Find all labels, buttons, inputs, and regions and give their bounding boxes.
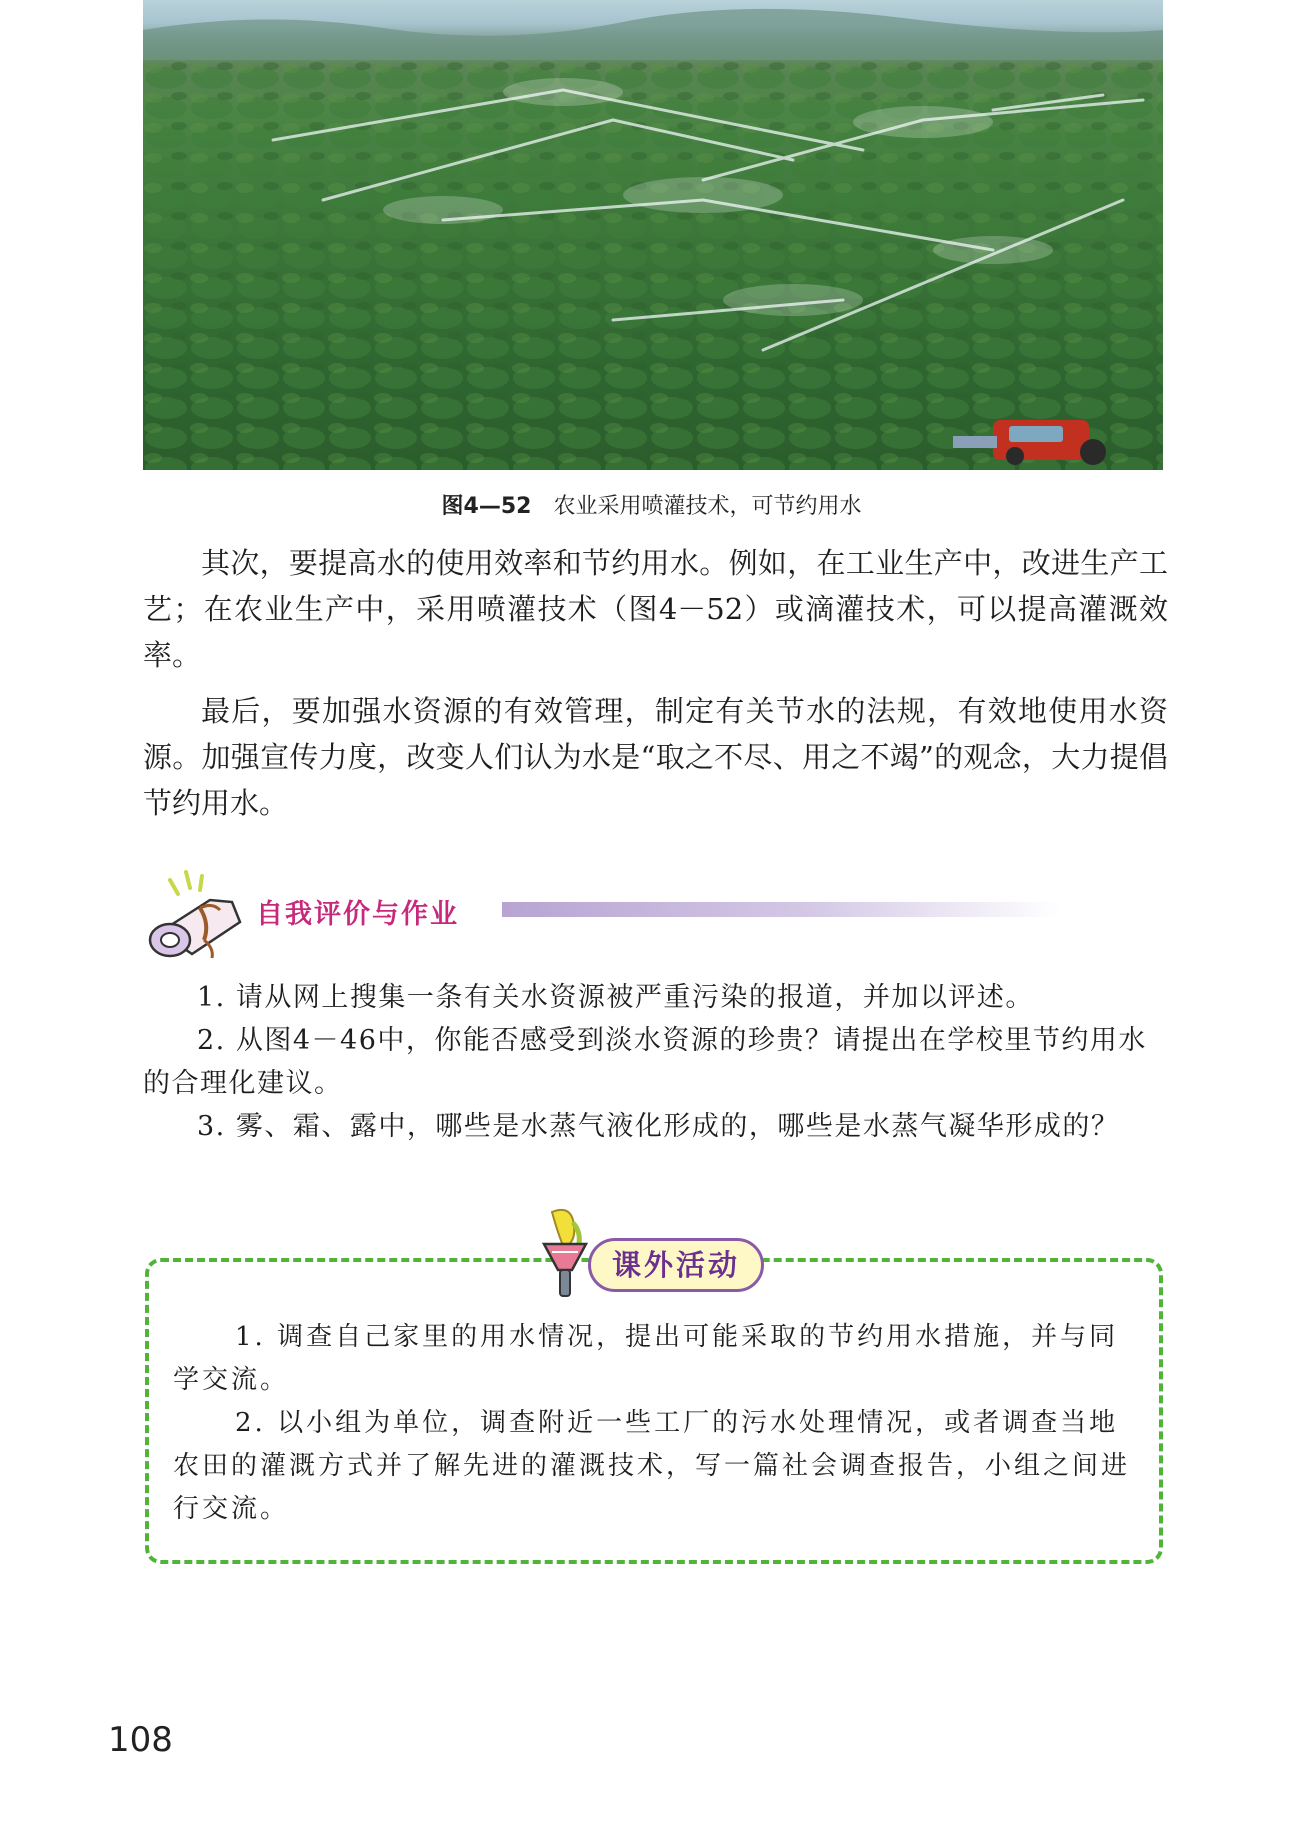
activity-item: 1. 调查自己家里的用水情况，提出可能采取的节约用水措施，并与同学交流。 [173, 1322, 1119, 1395]
homework-item: 3. 雾、霜、露中，哪些是水蒸气液化形成的，哪些是水蒸气凝华形成的？ [197, 1111, 1120, 1142]
section-divider-bar [502, 902, 1062, 917]
activity-item: 2. 以小组为单位，调查附近一些工厂的污水处理情况，或者调查当地农田的灌溉方式并了解先进的灌溉技术，写一篇社会调查报告，小组之间进行交流。 [173, 1408, 1131, 1524]
figure-photo-sprinkler-irrigation [143, 0, 1163, 470]
self-assessment-header [140, 862, 1100, 962]
body-paragraph: 最后，要加强水资源的有效管理，制定有关节水的法规，有效地使用水资源。加强宣传力度，改变人们认为水是“取之不尽、用之不竭”的观念，大力提倡节约用水。 [143, 694, 1168, 820]
page-number: 108 [108, 1720, 173, 1760]
figure-label: 图4—52 [441, 494, 532, 519]
self-assessment-title: 自我评价与作业 [256, 899, 459, 930]
scroll-icon [140, 862, 260, 962]
sprinkler-field-illustration [143, 0, 1163, 470]
homework-item: 1. 请从网上搜集一条有关水资源被严重污染的报道，并加以评述。 [197, 982, 1034, 1013]
body-paragraph: 其次，要提高水的使用效率和节约用水。例如，在工业生产中，改进生产工艺；在农业生产中，采用喷灌技术（图4－52）或滴灌技术，可以提高灌溉效率。 [143, 546, 1168, 672]
homework-item: 2. 从图4－46中，你能否感受到淡水资源的珍贵？请提出在学校里节约用水的合理化建议。 [143, 1025, 1147, 1099]
activity-title: 课外活动 [588, 1238, 764, 1292]
activity-badge [522, 1204, 782, 1300]
figure-caption-text: 农业采用喷灌技术，可节约用水 [553, 494, 862, 519]
figure-caption [0, 489, 1303, 520]
